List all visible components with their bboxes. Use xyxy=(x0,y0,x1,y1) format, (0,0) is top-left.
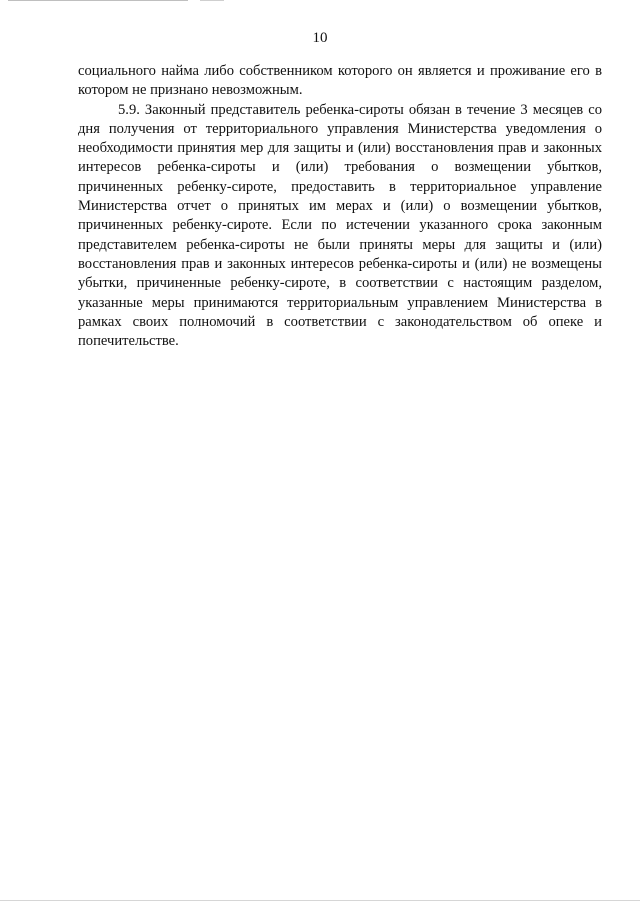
scan-edge-top-right xyxy=(200,0,224,1)
continuation-paragraph: социального найма либо собственником которого он является и проживание его в котором не признано невозможным. xyxy=(78,63,602,99)
scan-edge-top-left xyxy=(8,0,188,1)
page-number: 10 xyxy=(312,30,328,46)
scan-edge-bottom xyxy=(0,900,640,901)
section-paragraph-5-9: 5.9. Законный представитель ребенка-сироты обязан в течение 3 месяцев со дня получения от территориального управления Министерства уведомления о необходимости принятия мер для защиты и (или) восстановления прав и законных интересов ребенка-сироты и (или) требования о возмещении убытков, причиненных ребенку-сироте, предоставить в территориальное управление Министерства отчет о принятых им мерах и (или) о возмещении убытков, причиненных ребенку-сироте. Если по истечении указанного срока законным представителем ребенка-сироты не были приняты меры для защиты и (или) восстановления прав и законных интересов ребенка-сироты и (или) не возмещены убытки, причиненные ребенку-сироте, в соответствии с настоящим разделом, указанные меры принимаются территориальным управлением Министерства в рамках своих полномочий в соответствии с законодательством об опеке и попечительстве. xyxy=(78,101,602,350)
document-body xyxy=(78,62,602,351)
